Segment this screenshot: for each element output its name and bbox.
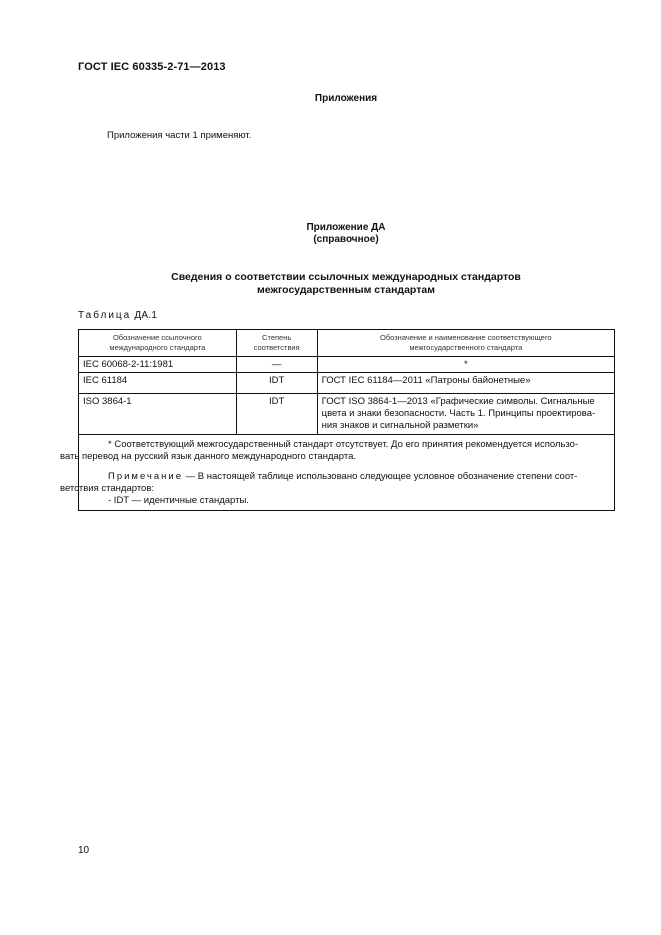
table-row	[79, 394, 615, 435]
footnote-line: * Соответствующий межгосударственный стандарт отсутствует. До его принятия рекомендуется использо-	[108, 439, 579, 450]
header-line: международного стандарта	[109, 343, 206, 352]
header-line: межгосударственного стандарта	[409, 343, 523, 352]
header-degree	[236, 330, 317, 357]
table-remark	[60, 471, 609, 495]
cell-international: IEC 60068-2-11:1981	[79, 357, 237, 373]
annex-heading-line2: межгосударственным стандартам	[257, 284, 435, 296]
annex-heading-line1: Сведения о соответствии ссылочных международных стандартов	[171, 271, 521, 283]
cell-degree: IDT	[236, 373, 317, 394]
header-international-standard	[79, 330, 237, 357]
table-caption-number: ДА.1	[134, 310, 158, 321]
appendices-text: Приложения части 1 применяют.	[107, 130, 252, 141]
standards-table	[60, 329, 615, 511]
annex-title	[0, 222, 661, 246]
national-line: цвета и знаки безопасности. Часть 1. Принципы проектирова-	[321, 408, 596, 419]
header-line: соответствия	[253, 343, 300, 352]
annex-title-text: Приложение ДА	[306, 222, 386, 233]
cell-national	[317, 394, 614, 435]
national-line: ния знаков и сигнальной разметки»	[321, 420, 479, 431]
appendices-title: Приложения	[314, 93, 378, 104]
table-notes	[60, 435, 615, 511]
header-line: Обозначение ссылочного	[112, 333, 202, 342]
page-number: 10	[78, 845, 90, 856]
table-note-row	[79, 435, 615, 511]
cell-international: IEC 61184	[79, 373, 237, 394]
table-caption	[78, 310, 157, 321]
table-header-row	[79, 330, 615, 357]
table-row	[79, 357, 615, 373]
table-caption-label: Таблица	[78, 310, 132, 321]
footnote	[60, 439, 609, 463]
document-code: ГОСТ IEC 60335-2-71—2013	[78, 61, 226, 73]
table-row	[79, 373, 615, 394]
remark-text: — В настоящей таблице использовано следующее условное обозначение степени соот-	[183, 471, 578, 482]
remark-label: Примечание	[108, 471, 183, 482]
cell-international: ISO 3864-1	[79, 394, 237, 435]
footnote-line: вать перевод на русский язык данного международного стандарта.	[60, 451, 357, 462]
national-line: ГОСТ ISO 3864-1—2013 «Графические символы. Сигнальные	[321, 396, 595, 407]
annex-subtitle: (справочное)	[313, 234, 379, 245]
cell-national: ГОСТ IEC 61184—2011 «Патроны байонетные»	[317, 373, 614, 394]
cell-national: *	[317, 357, 614, 373]
remark-item: - IDT — идентичные стандарты.	[108, 495, 249, 506]
remark-text: ветствия стандартов:	[60, 483, 155, 494]
annex-heading	[0, 271, 661, 297]
cell-degree: IDT	[236, 394, 317, 435]
header-line: Обозначение и наименование соответствующего	[380, 333, 552, 342]
header-national-standard	[317, 330, 614, 357]
header-line: Степень	[262, 333, 292, 342]
cell-degree: —	[236, 357, 317, 373]
